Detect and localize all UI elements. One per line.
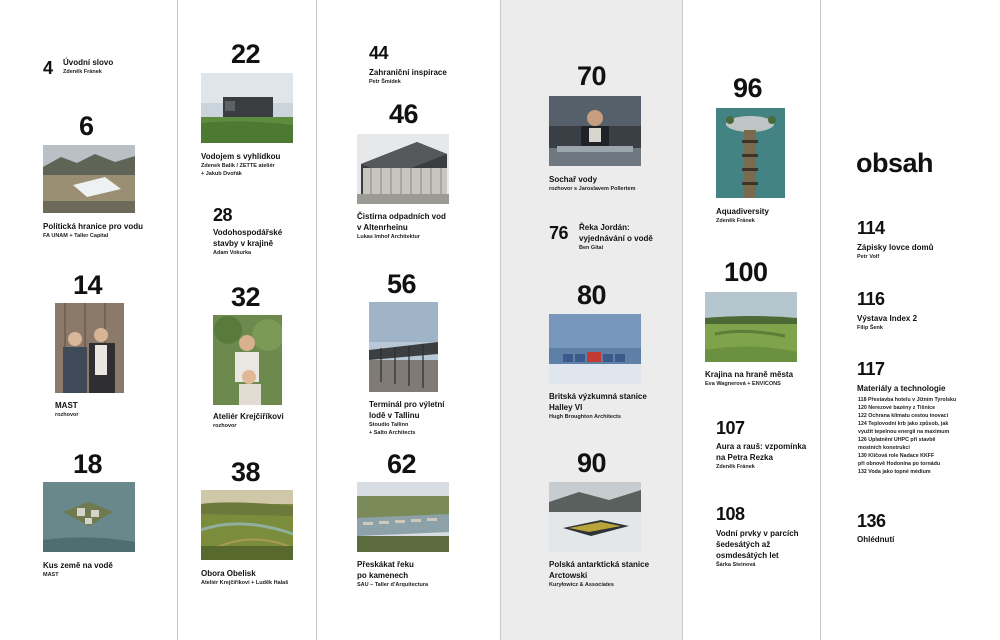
entry-title: Politická hranice pro vodu (43, 222, 144, 231)
entry-title: Čistírna odpadních vod (357, 212, 446, 221)
entry-title: Sochař vody (549, 175, 598, 184)
entry-title: Výstava Index 2 (857, 314, 918, 323)
page-title: obsah (856, 148, 934, 178)
entry-title: Obora Obelisk (201, 569, 256, 578)
entry-author: Zdeněk Fránek (716, 464, 755, 470)
entry-photo (201, 73, 293, 143)
entry-title: lodě v Tallinu (369, 411, 420, 420)
entry-title: Aquadiversity (716, 207, 769, 216)
page-number: 14 (73, 270, 103, 300)
entry-title: Vodní prvky v parcích (716, 529, 799, 538)
materials-item[interactable]: 118 Přestavba hotelu v Jižním Tyrolsku (858, 397, 957, 403)
entry-photo (201, 490, 293, 560)
column-divider (682, 0, 683, 640)
entry-author: rozhovor (213, 423, 237, 429)
page-number: 62 (387, 449, 417, 479)
column-divider (316, 0, 317, 640)
entry-title: osmdesátých let (716, 551, 779, 560)
entry-title: Ohlédnutí (857, 535, 895, 544)
entry-author: Adam Vokurka (213, 250, 252, 256)
page-number: 76 (549, 223, 569, 243)
page-number: 6 (79, 111, 94, 141)
entry-title: Polská antarktická stanice (549, 560, 650, 569)
page-number: 56 (387, 269, 417, 299)
page-number: 90 (577, 448, 607, 478)
entry-title: Materiály a technologie (857, 384, 946, 393)
entry-photo (549, 96, 641, 166)
page-number: 114 (857, 218, 885, 238)
page-number: 117 (857, 359, 885, 379)
materials-item[interactable]: 120 Nerezové bazény z Tišnice (858, 405, 936, 411)
page-number: 96 (733, 73, 763, 103)
entry-author: Zdeněk Fránek (63, 69, 102, 75)
entry-title: Arctowski (549, 571, 588, 580)
entry-title: MAST (55, 401, 78, 410)
materials-item[interactable]: při obnově Hodonína po tornádu (858, 461, 941, 467)
materials-item[interactable]: 124 Teplovodní krb jako způsob, jak (858, 421, 949, 427)
entry-author: Eva Wagnerová + ENVICONS (705, 381, 781, 387)
materials-item[interactable]: 130 Klíčová role Nadace KKFF (858, 453, 935, 459)
entry-title: vyjednávání o vodě (579, 234, 653, 243)
entry-photo (357, 482, 449, 552)
entry-photo (213, 315, 282, 405)
page-number: 4 (43, 58, 53, 78)
page-number: 100 (724, 257, 768, 287)
entry-photo (716, 108, 785, 198)
entry-author: Petr Volf (857, 254, 880, 260)
materials-item[interactable]: 122 Ochrana klimatu cestou inovací (858, 413, 949, 419)
entry-title: Řeka Jordán: (579, 223, 630, 232)
page-number: 80 (577, 280, 607, 310)
column-divider (820, 0, 821, 640)
entry-author: Lukas Imhof Architektur (357, 234, 421, 240)
entry-title: Halley VI (549, 403, 583, 412)
entry-photo (43, 145, 135, 213)
column-divider (500, 0, 501, 640)
entry-title: šedesátých až (716, 540, 771, 549)
entry-title: stavby v krajině (213, 239, 274, 248)
materials-item[interactable]: 132 Voda jako topné médium (858, 469, 931, 475)
entry-title: Zápisky lovce domů (857, 243, 934, 252)
entry-author: Kuryłowicz & Associates (549, 582, 614, 588)
entry-title: Terminál pro výletní (369, 400, 445, 409)
entry-photo (357, 134, 449, 204)
entry-title: na Petra Rezka (716, 453, 773, 462)
page-number: 44 (369, 43, 389, 63)
entry-photo (549, 314, 641, 384)
page-number: 107 (716, 418, 745, 438)
entry-title: po kamenech (357, 571, 409, 580)
page-number: 46 (389, 99, 419, 129)
materials-item[interactable]: 126 Uplatnění UHPC při stavbě (858, 437, 936, 443)
entry-photo (369, 302, 438, 392)
page-number: 22 (231, 39, 261, 69)
entry-author: Šárka Steinová (716, 562, 756, 568)
entry-author: FA UNAM + Taller Capital (43, 233, 109, 239)
entry-title: Ateliér Krejčiříkovi (213, 412, 284, 421)
entry-title: Kus země na vodě (43, 561, 113, 570)
entry-author: rozhovor s Jaroslavem Pollertem (549, 186, 636, 192)
entry-author: Stoudio Tallinn (369, 422, 409, 428)
entry-author: MAST (43, 572, 59, 578)
entry-author: Ateliér Krejčiříkovi + Luděk Halaš (201, 580, 289, 586)
page-number: 108 (716, 504, 745, 524)
entry-photo (549, 482, 641, 552)
entry-title: Přeskákat řeku (357, 560, 414, 569)
entry-author: Ben Gitai (579, 245, 604, 251)
entry-title: Vodojem s vyhlídkou (201, 152, 281, 161)
entry-author: Zdeněk Fránek (716, 218, 755, 224)
entry-author: Filip Šenk (857, 325, 883, 331)
entry-photo (55, 303, 124, 393)
column-divider (177, 0, 178, 640)
page-number: 38 (231, 457, 261, 487)
entry-title: v Altenrheinu (357, 223, 408, 232)
entry-title: Aura a rauš: vzpomínka (716, 442, 807, 451)
entry-title: Krajina na hraně města (705, 370, 794, 379)
entry-photo (705, 292, 797, 362)
entry-author: Zdenek Balík / ZETTE ateliér (201, 163, 275, 169)
entry-author: Petr Šmídek (369, 79, 401, 85)
entry-title: Zahraniční inspirace (369, 68, 447, 77)
page-number: 116 (857, 289, 885, 309)
materials-item[interactable]: mostních konstrukcí (858, 445, 910, 451)
entry-author: SAU – Taller d’Arquitectura (357, 582, 429, 588)
entry-photo (43, 482, 135, 552)
entry-author: Hugh Broughton Architects (549, 414, 621, 420)
entry-title: Úvodní slovo (63, 58, 114, 67)
page-number: 136 (857, 511, 886, 531)
materials-item[interactable]: využít tepelnou energii na maximum (858, 429, 950, 435)
page-number: 70 (577, 61, 607, 91)
entry-author: + Salto Architects (369, 430, 416, 436)
entry-author: rozhovor (55, 412, 79, 418)
entry-author: + Jakub Dvořák (201, 171, 242, 177)
entry-title: Vodohospodářské (213, 228, 283, 237)
page-number: 32 (231, 282, 261, 312)
entry-title: Britská výzkumná stanice (549, 392, 647, 401)
page-number: 18 (73, 449, 103, 479)
page-number: 28 (213, 205, 233, 225)
